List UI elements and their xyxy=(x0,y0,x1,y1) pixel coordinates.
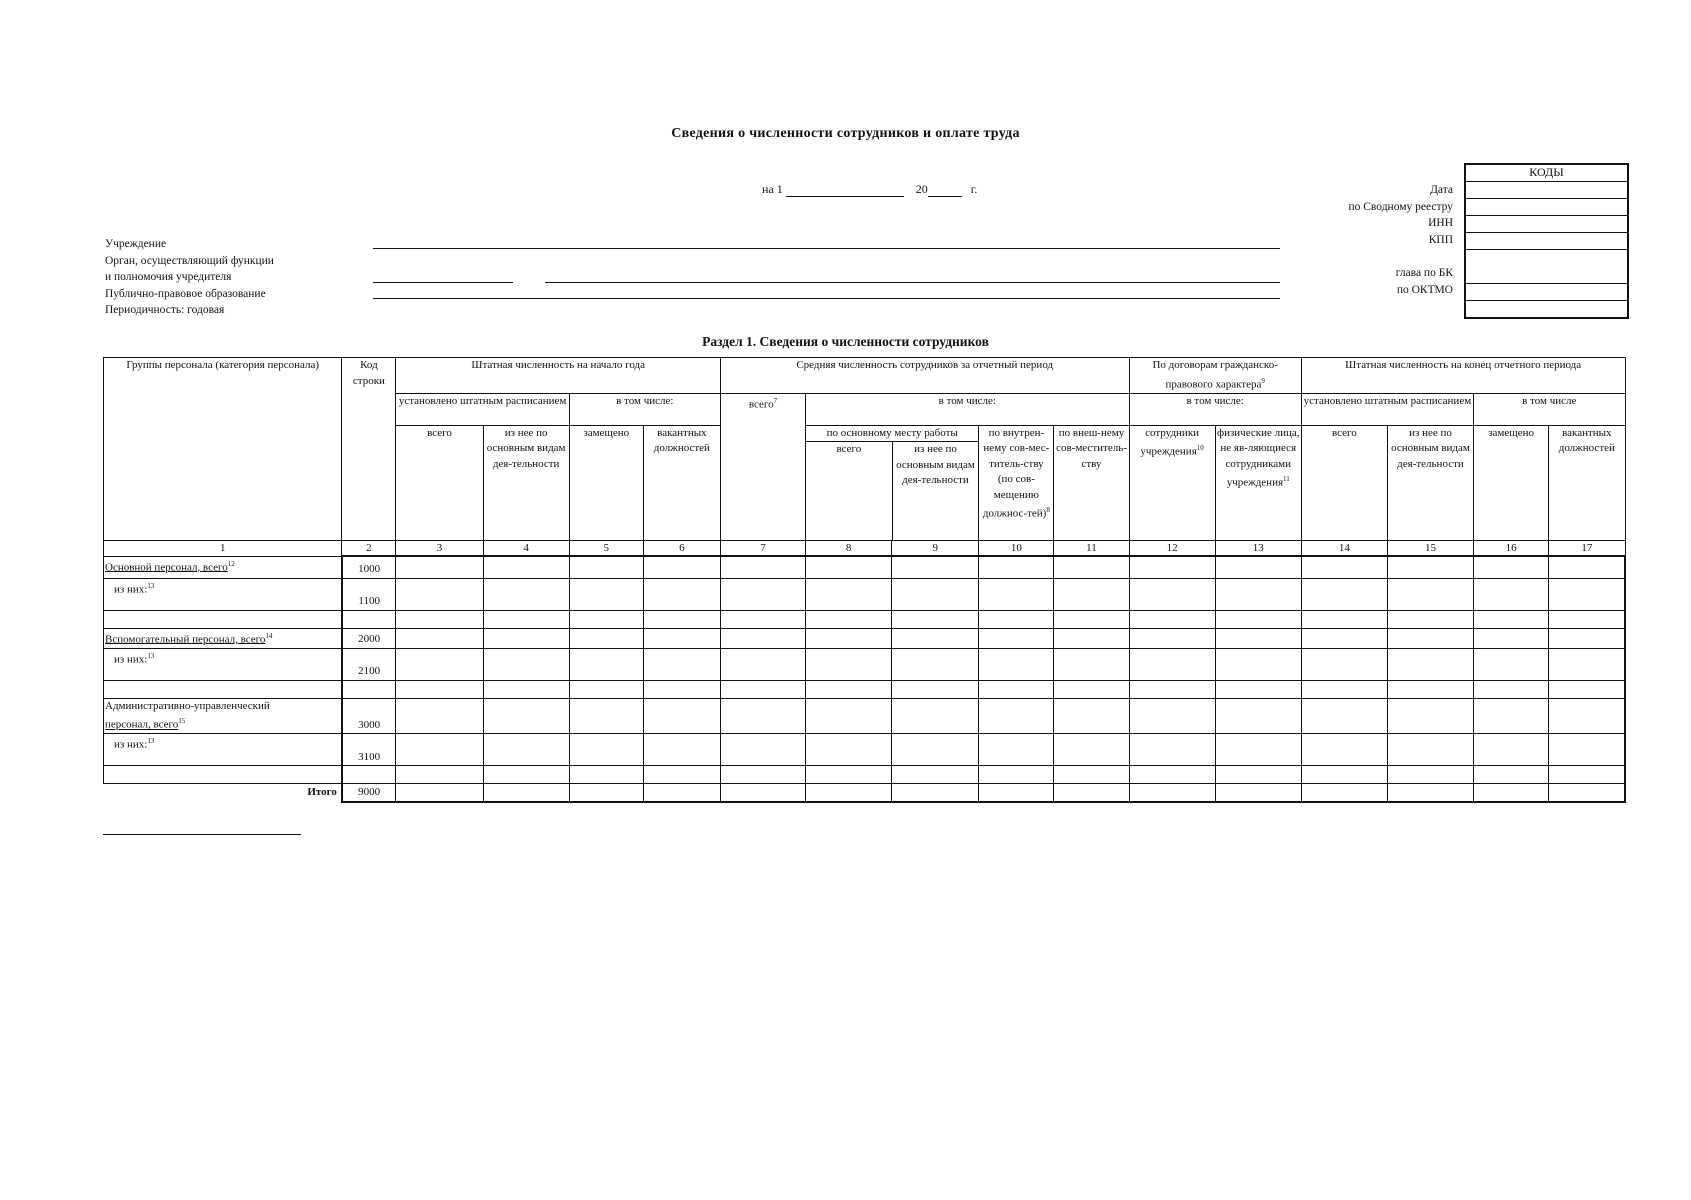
code-oktmo-cell[interactable] xyxy=(1466,284,1627,301)
th-vacant: вакантных должностей xyxy=(643,425,720,541)
th-staff-start: Штатная численность на начало года xyxy=(396,358,720,394)
data-cell[interactable] xyxy=(1549,734,1625,766)
data-cell[interactable] xyxy=(483,578,569,610)
data-cell[interactable] xyxy=(1474,766,1549,784)
table-row xyxy=(104,698,1626,734)
data-cell[interactable] xyxy=(1387,648,1473,680)
data-cell[interactable] xyxy=(643,680,720,698)
row-label-adm_of: из них:$^{13}$ xyxy=(104,734,342,766)
data-cell[interactable] xyxy=(892,628,979,648)
row-code-main_of: 1100 xyxy=(342,578,396,610)
data-cell[interactable] xyxy=(1474,698,1549,734)
data-cell[interactable] xyxy=(1129,766,1215,784)
data-cell[interactable] xyxy=(483,610,569,628)
col-num-4: 4 xyxy=(483,541,569,557)
data-cell[interactable] xyxy=(1129,556,1215,578)
th-civil-incl: в том числе: xyxy=(1129,393,1301,425)
col-num-17: 17 xyxy=(1549,541,1625,557)
data-cell[interactable] xyxy=(396,628,483,648)
row-label-adm: Административно-управленческий персонал, всего$^{15}$ xyxy=(104,698,342,734)
table-row xyxy=(104,628,1626,648)
th-employees: сотрудники учреждения$^{10}$ xyxy=(1129,425,1215,541)
th-incl: в том числе: xyxy=(569,393,720,425)
data-cell[interactable] xyxy=(1549,610,1625,628)
data-cell[interactable] xyxy=(1054,784,1129,802)
data-cell[interactable] xyxy=(979,680,1054,698)
data-cell[interactable] xyxy=(1474,610,1549,628)
table-row xyxy=(104,648,1626,680)
data-cell[interactable] xyxy=(1054,610,1129,628)
data-cell[interactable] xyxy=(720,766,805,784)
data-cell[interactable] xyxy=(1215,734,1301,766)
data-cell[interactable] xyxy=(483,766,569,784)
row-code-blank xyxy=(342,610,396,628)
th-individuals: физические лица, не яв-ляющиеся сотрудниками учреждения$^{11}$ xyxy=(1215,425,1301,541)
col-num-12: 12 xyxy=(1129,541,1215,557)
data-cell[interactable] xyxy=(569,628,643,648)
table-row xyxy=(104,784,1626,802)
th-end-of-it: из нее по основным видам дея-тельности xyxy=(1387,425,1473,541)
report-date-line xyxy=(762,182,977,197)
row-label-total: Итого xyxy=(307,786,337,799)
data-cell[interactable] xyxy=(1215,648,1301,680)
row-label-aux: Вспомогательный персонал, всего$^{14}$ xyxy=(104,628,342,648)
data-cell[interactable] xyxy=(1054,556,1129,578)
data-cell[interactable] xyxy=(569,610,643,628)
th-filled: замещено xyxy=(569,425,643,541)
data-cell[interactable] xyxy=(396,734,483,766)
data-cell[interactable] xyxy=(396,610,483,628)
data-cell[interactable] xyxy=(806,784,892,802)
data-cell[interactable] xyxy=(1387,734,1473,766)
data-cell[interactable] xyxy=(1301,578,1387,610)
date-suffix: г. xyxy=(970,182,978,196)
data-cell[interactable] xyxy=(643,556,720,578)
table-row xyxy=(104,766,1626,784)
codes-label-date: Дата xyxy=(1430,184,1453,196)
data-cell[interactable] xyxy=(1387,556,1473,578)
data-cell[interactable] xyxy=(892,610,979,628)
data-cell[interactable] xyxy=(569,698,643,734)
code-registry-cell[interactable] xyxy=(1466,199,1627,216)
codes-label-inn: ИНН xyxy=(1428,217,1453,230)
data-cell[interactable] xyxy=(1549,578,1625,610)
data-cell[interactable] xyxy=(643,784,720,802)
data-cell[interactable] xyxy=(892,578,979,610)
data-cell[interactable] xyxy=(643,610,720,628)
data-cell[interactable] xyxy=(806,610,892,628)
data-cell[interactable] xyxy=(1215,610,1301,628)
data-rows xyxy=(104,556,1626,802)
data-cell[interactable] xyxy=(1129,628,1215,648)
data-cell[interactable] xyxy=(892,680,979,698)
data-cell[interactable] xyxy=(1301,556,1387,578)
data-cell[interactable] xyxy=(806,698,892,734)
data-cell[interactable] xyxy=(1054,648,1129,680)
row-label-blank xyxy=(104,610,342,628)
th-external: по внеш-нему сов-меститель-ству xyxy=(1054,425,1129,541)
data-cell[interactable] xyxy=(979,734,1054,766)
data-cell[interactable] xyxy=(396,766,483,784)
data-cell[interactable] xyxy=(483,680,569,698)
data-cell[interactable] xyxy=(1549,784,1625,802)
table-row xyxy=(104,610,1626,628)
data-cell[interactable] xyxy=(720,680,805,698)
data-cell[interactable] xyxy=(483,784,569,802)
data-cell[interactable] xyxy=(806,556,892,578)
data-cell[interactable] xyxy=(720,578,805,610)
th-end-established: установлено штатным расписанием xyxy=(1301,393,1473,425)
table-row xyxy=(104,680,1626,698)
table-row xyxy=(104,734,1626,766)
data-cell[interactable] xyxy=(396,784,483,802)
data-cell[interactable] xyxy=(1129,734,1215,766)
data-cell[interactable] xyxy=(569,734,643,766)
th-of-them-main: из нее по основным видам дея-тельности xyxy=(896,443,975,487)
data-cell[interactable] xyxy=(483,648,569,680)
founder-line-short[interactable] xyxy=(373,282,513,283)
data-cell[interactable] xyxy=(1215,578,1301,610)
code-bk-cell[interactable] xyxy=(1466,250,1627,284)
th-main-place-total: всего xyxy=(806,442,893,540)
row-label-blank xyxy=(104,680,342,698)
col-num-10: 10 xyxy=(979,541,1054,557)
data-cell[interactable] xyxy=(1215,698,1301,734)
codes-label-bk: глава по БК xyxy=(1395,266,1453,279)
row-label-blank xyxy=(104,766,342,784)
data-cell[interactable] xyxy=(569,784,643,802)
data-cell[interactable] xyxy=(720,628,805,648)
row-code-main: 1000 xyxy=(342,556,396,578)
data-cell[interactable] xyxy=(1129,784,1215,802)
data-cell[interactable] xyxy=(979,610,1054,628)
col-num-1: 1 xyxy=(104,541,342,557)
data-cell[interactable] xyxy=(806,578,892,610)
data-cell[interactable] xyxy=(1301,610,1387,628)
data-cell[interactable] xyxy=(1474,556,1549,578)
data-cell[interactable] xyxy=(483,628,569,648)
data-cell[interactable] xyxy=(892,734,979,766)
data-cell[interactable] xyxy=(483,698,569,734)
data-cell[interactable] xyxy=(1387,766,1473,784)
data-cell[interactable] xyxy=(806,648,892,680)
code-periodicity-cell[interactable] xyxy=(1466,301,1627,317)
section-title: Раздел 1. Сведения о численности сотрудников xyxy=(702,334,989,349)
th-established: установлено штатным расписанием xyxy=(396,393,569,425)
data-cell[interactable] xyxy=(1387,610,1473,628)
data-cell[interactable] xyxy=(396,648,483,680)
data-cell[interactable] xyxy=(643,698,720,734)
th-group: Группы персонала (категория персонала) xyxy=(104,358,342,541)
data-cell[interactable] xyxy=(1054,698,1129,734)
data-cell[interactable] xyxy=(720,610,805,628)
institution-line[interactable] xyxy=(373,248,1280,249)
codes-label-registry: по Сводному реестру xyxy=(1348,200,1453,213)
public-entity-label: Публично-правовое образование xyxy=(105,287,266,300)
data-cell[interactable] xyxy=(1129,648,1215,680)
data-cell[interactable] xyxy=(1215,628,1301,648)
row-label-aux_of: из них:$^{13}$ xyxy=(104,648,342,680)
data-cell[interactable] xyxy=(979,648,1054,680)
col-num-7: 7 xyxy=(720,541,805,557)
data-cell[interactable] xyxy=(1474,648,1549,680)
th-of-it-main: из нее по основным видам дея-тельности xyxy=(483,425,569,541)
th-main-place-group xyxy=(806,425,979,541)
col-num-5: 5 xyxy=(569,541,643,557)
footnote-separator xyxy=(103,834,301,835)
data-cell[interactable] xyxy=(1474,628,1549,648)
date-prefix: на 1 xyxy=(762,182,783,196)
document-title: Сведения о численности сотрудников и оплате труда xyxy=(671,126,1020,141)
data-cell[interactable] xyxy=(569,556,643,578)
staff-table xyxy=(103,357,1626,803)
data-cell[interactable] xyxy=(1549,680,1625,698)
date-day-month-field[interactable] xyxy=(786,184,904,197)
data-cell[interactable] xyxy=(643,628,720,648)
data-cell[interactable] xyxy=(1549,648,1625,680)
data-cell[interactable] xyxy=(1549,766,1625,784)
th-internal: по внутрен-нему сов-меститель-ству (по сов-мещению должнос-тей)$^8$ xyxy=(979,425,1054,541)
data-cell[interactable] xyxy=(1474,578,1549,610)
data-cell[interactable] xyxy=(979,628,1054,648)
data-cell[interactable] xyxy=(979,784,1054,802)
data-cell[interactable] xyxy=(1301,784,1387,802)
th-end-incl: в том числе xyxy=(1474,393,1625,425)
data-cell[interactable] xyxy=(892,556,979,578)
data-cell[interactable] xyxy=(806,680,892,698)
data-cell[interactable] xyxy=(1549,628,1625,648)
data-cell[interactable] xyxy=(892,698,979,734)
th-staff-end: Штатная численность на конец отчетного периода xyxy=(1301,358,1625,394)
data-cell[interactable] xyxy=(979,766,1054,784)
data-cell[interactable] xyxy=(1054,734,1129,766)
data-cell[interactable] xyxy=(483,556,569,578)
column-number-row xyxy=(104,541,1626,557)
row-code-blank xyxy=(342,680,396,698)
th-total: всего xyxy=(396,425,483,541)
institution-label: Учреждение xyxy=(105,238,167,250)
data-cell[interactable] xyxy=(1387,680,1473,698)
periodicity-label: Периодичность: годовая xyxy=(105,304,225,316)
th-avg-total: всего$^7$ xyxy=(720,393,805,541)
data-cell[interactable] xyxy=(396,680,483,698)
public-entity-line[interactable] xyxy=(373,298,1280,299)
col-num-15: 15 xyxy=(1387,541,1473,557)
row-code-adm_of: 3100 xyxy=(342,734,396,766)
data-cell[interactable] xyxy=(806,734,892,766)
th-civil: По договорам гражданско-правового характера$^9$ xyxy=(1129,358,1301,394)
data-cell[interactable] xyxy=(1301,734,1387,766)
data-cell[interactable] xyxy=(643,766,720,784)
codes-box xyxy=(1464,163,1629,319)
row-code-aux_of: 2100 xyxy=(342,648,396,680)
data-cell[interactable] xyxy=(569,648,643,680)
data-cell[interactable] xyxy=(569,680,643,698)
row-code-aux: 2000 xyxy=(342,628,396,648)
data-cell[interactable] xyxy=(1387,784,1473,802)
th-avg-incl: в том числе: xyxy=(806,393,1129,425)
data-cell[interactable] xyxy=(643,648,720,680)
data-cell[interactable] xyxy=(979,556,1054,578)
data-cell[interactable] xyxy=(643,578,720,610)
row-code-adm: 3000 xyxy=(342,698,396,734)
data-cell[interactable] xyxy=(1129,698,1215,734)
th-end-total: всего xyxy=(1301,425,1387,541)
th-code: Код строки xyxy=(342,358,396,541)
data-cell[interactable] xyxy=(1054,628,1129,648)
col-num-9: 9 xyxy=(892,541,979,557)
data-cell[interactable] xyxy=(1054,578,1129,610)
data-cell[interactable] xyxy=(1474,680,1549,698)
data-cell[interactable] xyxy=(1387,578,1473,610)
data-cell[interactable] xyxy=(396,698,483,734)
col-num-11: 11 xyxy=(1054,541,1129,557)
data-cell[interactable] xyxy=(806,766,892,784)
data-cell[interactable] xyxy=(1301,766,1387,784)
data-cell[interactable] xyxy=(1387,628,1473,648)
data-cell[interactable] xyxy=(1215,556,1301,578)
data-cell[interactable] xyxy=(1301,698,1387,734)
data-cell[interactable] xyxy=(892,784,979,802)
row-code-blank xyxy=(342,766,396,784)
data-cell[interactable] xyxy=(720,648,805,680)
col-num-14: 14 xyxy=(1301,541,1387,557)
data-cell[interactable] xyxy=(892,766,979,784)
col-num-13: 13 xyxy=(1215,541,1301,557)
data-cell[interactable] xyxy=(1474,784,1549,802)
code-date-cell[interactable] xyxy=(1466,182,1627,199)
data-cell[interactable] xyxy=(1301,628,1387,648)
th-end-vacant: вакантных должностей xyxy=(1549,425,1625,541)
col-num-3: 3 xyxy=(396,541,483,557)
founder-label-1: Орган, осуществляющий функции xyxy=(105,254,274,267)
row-label-main_of: из них:$^{13}$ xyxy=(104,578,342,610)
founder-label-2: и полномочия учредителя xyxy=(105,271,232,283)
table-row xyxy=(104,578,1626,610)
data-cell[interactable] xyxy=(1129,578,1215,610)
data-cell[interactable] xyxy=(1215,766,1301,784)
row-label-main: Основной персонал, всего$^{12}$ xyxy=(104,556,342,578)
data-cell[interactable] xyxy=(1215,784,1301,802)
data-cell[interactable] xyxy=(720,784,805,802)
data-cell[interactable] xyxy=(1054,680,1129,698)
data-cell[interactable] xyxy=(720,556,805,578)
data-cell[interactable] xyxy=(1129,610,1215,628)
th-avg: Средняя численность сотрудников за отчетный период xyxy=(720,358,1129,394)
data-cell[interactable] xyxy=(720,698,805,734)
data-cell[interactable] xyxy=(396,556,483,578)
data-cell[interactable] xyxy=(569,766,643,784)
col-num-2: 2 xyxy=(342,541,396,557)
th-main-place: по основному месту работы xyxy=(806,426,978,443)
col-num-16: 16 xyxy=(1474,541,1549,557)
data-cell[interactable] xyxy=(483,734,569,766)
data-cell[interactable] xyxy=(1054,766,1129,784)
data-cell[interactable] xyxy=(979,578,1054,610)
th-end-filled: замещено xyxy=(1474,425,1549,541)
data-cell[interactable] xyxy=(892,648,979,680)
data-cell[interactable] xyxy=(396,578,483,610)
data-cell[interactable] xyxy=(1129,680,1215,698)
data-cell[interactable] xyxy=(1301,680,1387,698)
col-num-8: 8 xyxy=(806,541,892,557)
data-cell[interactable] xyxy=(1301,648,1387,680)
codes-label-kpp: КПП xyxy=(1428,234,1453,247)
data-cell[interactable] xyxy=(806,628,892,648)
data-cell[interactable] xyxy=(1474,734,1549,766)
data-cell[interactable] xyxy=(979,698,1054,734)
codes-label-oktmo: по ОКТМО xyxy=(1396,283,1453,296)
data-cell[interactable] xyxy=(643,734,720,766)
data-cell[interactable] xyxy=(1549,698,1625,734)
header-labels xyxy=(105,236,274,319)
data-cell[interactable] xyxy=(569,578,643,610)
row-code-total: 9000 xyxy=(342,784,396,802)
col-num-6: 6 xyxy=(643,541,720,557)
code-kpp-cell[interactable] xyxy=(1466,233,1627,250)
founder-line[interactable] xyxy=(545,282,1280,283)
table-row xyxy=(104,556,1626,578)
code-inn-cell[interactable] xyxy=(1466,216,1627,233)
data-cell[interactable] xyxy=(1549,556,1625,578)
data-cell[interactable] xyxy=(1215,680,1301,698)
data-cell[interactable] xyxy=(1387,698,1473,734)
codes-header: КОДЫ xyxy=(1466,165,1627,182)
date-year-field[interactable] xyxy=(928,184,962,197)
codes-labels xyxy=(1348,182,1453,298)
date-year-prefix: 20 xyxy=(915,182,928,196)
data-cell[interactable] xyxy=(720,734,805,766)
